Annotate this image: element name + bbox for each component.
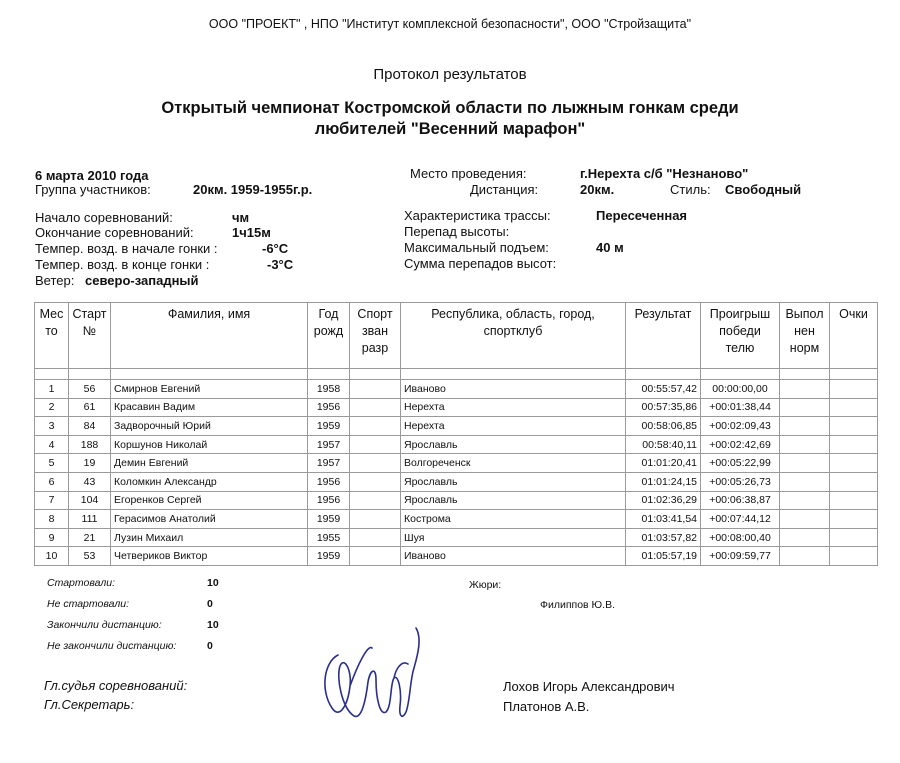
temp-start-label: Темпер. возд. в начале гонки :: [35, 241, 218, 256]
max-climb-label: Максимальный подъем:: [404, 240, 549, 255]
cell-name: Задворочный Юрий: [111, 417, 308, 436]
table-row: [35, 417, 878, 436]
cell-name: Четвериков Виктор: [111, 547, 308, 566]
start-label: Начало соревнований:: [35, 210, 173, 225]
cell-result: 00:58:06,85: [626, 417, 701, 436]
cell-rank: [350, 398, 401, 417]
cell-start: 56: [69, 380, 111, 399]
cell-year: 1956: [308, 472, 350, 491]
not-finished-label: Не закончили дистанцию:: [47, 640, 177, 652]
col-header-gap: Проигрыш победи телю: [701, 303, 780, 369]
cell-done: [780, 435, 830, 454]
cell-start: 188: [69, 435, 111, 454]
start-value: чм: [232, 210, 250, 225]
track-label: Характеристика трассы:: [404, 208, 551, 223]
cell-gap: +00:07:44,12: [701, 510, 780, 529]
cell-year: 1956: [308, 398, 350, 417]
col-header-points: Очки: [830, 303, 878, 369]
wind-label: Ветер:: [35, 273, 75, 288]
cell-place: 10: [35, 547, 69, 566]
venue-value: г.Нерехта с/б "Незнаново": [580, 166, 749, 181]
table-row: [35, 510, 878, 529]
cell-place: 9: [35, 528, 69, 547]
temp-end-value: -3°С: [267, 257, 294, 272]
cell-year: 1958: [308, 380, 350, 399]
cell-gap: +00:02:09,43: [701, 417, 780, 436]
cell-region: Кострома: [401, 510, 626, 529]
cell-region: Ярославль: [401, 435, 626, 454]
cell-place: 5: [35, 454, 69, 473]
cell-done: [780, 528, 830, 547]
cell-done: [780, 417, 830, 436]
not-finished-value: 0: [207, 640, 213, 652]
handwritten-signature: [310, 620, 430, 730]
cell-rank: [350, 491, 401, 510]
cell-place: 1: [35, 380, 69, 399]
cell-result: 01:03:41,54: [626, 510, 701, 529]
cell-name: Коломкин Александр: [111, 472, 308, 491]
cell-points: [830, 510, 878, 529]
cell-start: 43: [69, 472, 111, 491]
secretary-label: Гл.Секретарь:: [44, 697, 135, 712]
jury-label: Жюри:: [469, 579, 502, 591]
cell-start: 53: [69, 547, 111, 566]
results-table: [34, 302, 878, 566]
cell-region: Ярославль: [401, 491, 626, 510]
cell-done: [780, 547, 830, 566]
competition-date: 6 марта 2010 года: [35, 168, 149, 183]
cell-result: 01:01:24,15: [626, 472, 701, 491]
cell-done: [780, 472, 830, 491]
cell-gap: 00:00:00,00: [701, 380, 780, 399]
cell-place: 7: [35, 491, 69, 510]
event-title-line2: любителей "Весенний марафон": [314, 120, 586, 138]
cell-name: Егоренков Сергей: [111, 491, 308, 510]
cell-rank: [350, 547, 401, 566]
cell-name: Демин Евгений: [111, 454, 308, 473]
cell-rank: [350, 528, 401, 547]
cell-points: [830, 491, 878, 510]
cell-points: [830, 435, 878, 454]
cell-year: 1955: [308, 528, 350, 547]
cell-start: 19: [69, 454, 111, 473]
cell-result: 00:58:40,11: [626, 435, 701, 454]
cell-year: 1959: [308, 510, 350, 529]
cell-start: 21: [69, 528, 111, 547]
col-header-place: Мес то: [35, 303, 69, 369]
temp-end-label: Темпер. возд. в конце гонки :: [35, 257, 210, 272]
track-value: Пересеченная: [596, 208, 688, 223]
cell-result: 01:05:57,19: [626, 547, 701, 566]
cell-points: [830, 398, 878, 417]
cell-done: [780, 510, 830, 529]
table-row: [35, 472, 878, 491]
col-header-name: Фамилия, имя: [111, 303, 308, 369]
cell-gap: +00:09:59,77: [701, 547, 780, 566]
venue-label: Место проведения:: [410, 166, 527, 181]
cell-gap: +00:06:38,87: [701, 491, 780, 510]
cell-name: Смирнов Евгений: [111, 380, 308, 399]
cell-points: [830, 380, 878, 399]
table-row: [35, 380, 878, 399]
started-label: Стартовали:: [47, 577, 116, 589]
cell-region: Иваново: [401, 380, 626, 399]
total-climb-label: Сумма перепадов высот:: [404, 256, 557, 271]
table-spacer-row: [35, 369, 878, 380]
cell-region: Нерехта: [401, 398, 626, 417]
cell-year: 1959: [308, 417, 350, 436]
cell-gap: +00:05:26,73: [701, 472, 780, 491]
cell-points: [830, 417, 878, 436]
cell-gap: +00:08:00,40: [701, 528, 780, 547]
cell-rank: [350, 380, 401, 399]
cell-result: 01:01:20,41: [626, 454, 701, 473]
col-header-start: Старт №: [69, 303, 111, 369]
cell-rank: [350, 472, 401, 491]
table-row: [35, 398, 878, 417]
cell-points: [830, 472, 878, 491]
cell-gap: +00:01:38,44: [701, 398, 780, 417]
secretary-name: Платонов А.В.: [503, 699, 590, 714]
table-row: [35, 528, 878, 547]
max-climb-value: 40 м: [596, 240, 624, 255]
cell-region: Шуя: [401, 528, 626, 547]
chief-judge-name: Лохов Игорь Александрович: [503, 679, 675, 694]
cell-result: 01:02:36,29: [626, 491, 701, 510]
table-header-row: [35, 303, 878, 369]
cell-name: Красавин Вадим: [111, 398, 308, 417]
event-title-line1: Открытый чемпионат Костромской области по лыжным гонкам среди: [161, 99, 739, 117]
style-value: Свободный: [725, 182, 802, 197]
organizations-line: ООО "ПРОЕКТ" , НПО "Институт комплексной безопасности", ООО "Стройзащита": [208, 17, 692, 31]
distance-label: Дистанция:: [470, 182, 539, 197]
cell-result: 01:03:57,82: [626, 528, 701, 547]
height-diff-label: Перепад высоты:: [404, 224, 510, 239]
col-header-region: Республика, область, город, спортклуб: [401, 303, 626, 369]
cell-year: 1959: [308, 547, 350, 566]
finished-label: Закончили дистанцию:: [47, 619, 162, 631]
cell-year: 1956: [308, 491, 350, 510]
not-started-value: 0: [207, 598, 213, 610]
col-header-result: Результат: [626, 303, 701, 369]
cell-gap: +00:05:22,99: [701, 454, 780, 473]
end-value: 1ч15м: [232, 225, 271, 240]
cell-rank: [350, 417, 401, 436]
col-header-done: Выпол нен норм: [780, 303, 830, 369]
table-row: [35, 547, 878, 566]
end-label: Окончание соревнований:: [35, 225, 194, 240]
cell-rank: [350, 435, 401, 454]
cell-start: 111: [69, 510, 111, 529]
started-value: 10: [207, 577, 219, 589]
cell-year: 1957: [308, 454, 350, 473]
cell-start: 61: [69, 398, 111, 417]
cell-region: Волгореченск: [401, 454, 626, 473]
cell-name: Лузин Михаил: [111, 528, 308, 547]
cell-place: 2: [35, 398, 69, 417]
cell-done: [780, 398, 830, 417]
cell-result: 00:57:35,86: [626, 398, 701, 417]
cell-start: 84: [69, 417, 111, 436]
cell-place: 4: [35, 435, 69, 454]
cell-place: 6: [35, 472, 69, 491]
cell-start: 104: [69, 491, 111, 510]
cell-points: [830, 528, 878, 547]
finished-value: 10: [207, 619, 219, 631]
cell-region: Иваново: [401, 547, 626, 566]
cell-result: 00:55:57,42: [626, 380, 701, 399]
col-header-rank: Спорт зван разр: [350, 303, 401, 369]
cell-rank: [350, 510, 401, 529]
cell-name: Герасимов Анатолий: [111, 510, 308, 529]
table-row: [35, 491, 878, 510]
group-label: Группа участников:: [35, 182, 151, 197]
cell-points: [830, 547, 878, 566]
cell-done: [780, 380, 830, 399]
cell-done: [780, 491, 830, 510]
chief-judge-label: Гл.судья соревнований:: [44, 678, 188, 693]
wind-value: северо-западный: [85, 273, 199, 288]
distance-value: 20км.: [580, 182, 615, 197]
cell-name: Коршунов Николай: [111, 435, 308, 454]
cell-region: Ярославль: [401, 472, 626, 491]
document-title: Протокол результатов: [373, 66, 527, 83]
table-row: [35, 454, 878, 473]
jury-member: Филиппов Ю.В.: [540, 599, 615, 611]
cell-gap: +00:02:42,69: [701, 435, 780, 454]
table-row: [35, 435, 878, 454]
group-value: 20км. 1959-1955г.р.: [193, 182, 313, 197]
cell-rank: [350, 454, 401, 473]
col-header-year: Год рожд: [308, 303, 350, 369]
cell-place: 8: [35, 510, 69, 529]
cell-done: [780, 454, 830, 473]
cell-region: Нерехта: [401, 417, 626, 436]
not-started-label: Не стартовали:: [47, 598, 130, 610]
cell-place: 3: [35, 417, 69, 436]
style-label: Стиль:: [670, 182, 711, 197]
cell-year: 1957: [308, 435, 350, 454]
cell-points: [830, 454, 878, 473]
temp-start-value: -6°С: [262, 241, 289, 256]
